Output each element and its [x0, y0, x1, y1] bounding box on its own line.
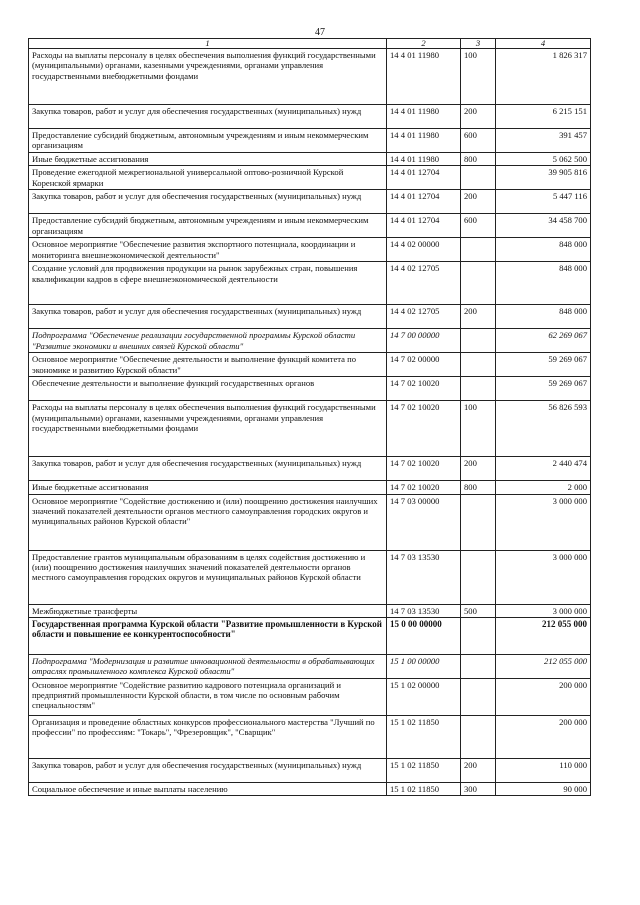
row-amount-cell: 5 447 116 [496, 190, 591, 214]
row-name-cell: Иные бюджетные ассигнования [29, 481, 387, 494]
row-name-cell: Закупка товаров, работ и услуг для обеспечения государственных (муниципальных) нужд [29, 305, 387, 329]
table-row [29, 353, 591, 377]
row-expense-type-cell [461, 329, 496, 353]
table-row [29, 401, 591, 457]
table-row [29, 758, 591, 782]
row-name-cell: Социальное обеспечение и иные выплаты населению [29, 782, 387, 795]
table-row [29, 604, 591, 617]
row-amount-cell: 59 269 067 [496, 353, 591, 377]
row-amount-cell: 2 000 [496, 481, 591, 494]
table-row [29, 550, 591, 604]
row-amount-cell: 5 062 500 [496, 153, 591, 166]
row-expense-type-cell [461, 353, 496, 377]
row-expense-type-cell: 200 [461, 190, 496, 214]
row-code-cell: 14 7 02 10020 [387, 401, 461, 457]
table-row [29, 305, 591, 329]
row-code-cell: 14 4 01 12704 [387, 166, 461, 190]
row-name-cell: Закупка товаров, работ и услуг для обеспечения государственных (муниципальных) нужд [29, 190, 387, 214]
row-amount-cell: 212 055 000 [496, 617, 591, 654]
table-row [29, 457, 591, 481]
row-amount-cell: 3 000 000 [496, 604, 591, 617]
table-row [29, 715, 591, 758]
table-row [29, 49, 591, 105]
row-expense-type-cell: 500 [461, 604, 496, 617]
table-row [29, 190, 591, 214]
row-amount-cell: 2 440 474 [496, 457, 591, 481]
row-code-cell: 14 4 01 11980 [387, 49, 461, 105]
table-row [29, 782, 591, 795]
row-code-cell: 15 1 02 11850 [387, 782, 461, 795]
header-col-2: 2 [387, 39, 461, 49]
row-code-cell: 15 1 02 11850 [387, 715, 461, 758]
row-expense-type-cell [461, 678, 496, 715]
table-row [29, 481, 591, 494]
row-name-cell: Проведение ежегодной межрегиональной универсальной оптово-розничной Курской Коренской ярмарки [29, 166, 387, 190]
row-amount-cell: 1 826 317 [496, 49, 591, 105]
row-expense-type-cell [461, 617, 496, 654]
row-code-cell: 14 7 02 10020 [387, 481, 461, 494]
page-number: 47 [315, 27, 325, 38]
row-expense-type-cell [461, 377, 496, 401]
row-code-cell: 14 4 02 12705 [387, 262, 461, 305]
row-expense-type-cell [461, 494, 496, 550]
row-code-cell: 14 4 02 00000 [387, 238, 461, 262]
row-expense-type-cell [461, 238, 496, 262]
row-amount-cell: 34 458 700 [496, 214, 591, 238]
table-row [29, 166, 591, 190]
row-name-cell: Предоставление субсидий бюджетным, автономным учреждениям и иным некоммерческим организациям [29, 129, 387, 153]
row-amount-cell: 59 269 067 [496, 377, 591, 401]
row-code-cell: 14 4 01 12704 [387, 214, 461, 238]
row-amount-cell: 110 000 [496, 758, 591, 782]
row-code-cell: 14 4 01 12704 [387, 190, 461, 214]
table-row [29, 678, 591, 715]
row-name-cell: Подпрограмма "Обеспечение реализации государственной программы Курской области "Развитие экономики и внешних связей Курской области" [29, 329, 387, 353]
row-expense-type-cell [461, 166, 496, 190]
row-amount-cell: 62 269 067 [496, 329, 591, 353]
row-amount-cell: 212 055 000 [496, 654, 591, 678]
table-row [29, 153, 591, 166]
row-expense-type-cell: 200 [461, 758, 496, 782]
table-row [29, 377, 591, 401]
row-code-cell: 14 7 03 00000 [387, 494, 461, 550]
row-code-cell: 14 7 02 10020 [387, 377, 461, 401]
row-expense-type-cell [461, 262, 496, 305]
table-row [29, 617, 591, 654]
row-code-cell: 14 7 00 00000 [387, 329, 461, 353]
row-amount-cell: 56 826 593 [496, 401, 591, 457]
table-row [29, 105, 591, 129]
table-header-row [29, 39, 591, 49]
row-amount-cell: 3 000 000 [496, 550, 591, 604]
row-expense-type-cell: 100 [461, 49, 496, 105]
row-code-cell: 14 7 03 13530 [387, 550, 461, 604]
row-name-cell: Закупка товаров, работ и услуг для обеспечения государственных (муниципальных) нужд [29, 457, 387, 481]
row-amount-cell: 848 000 [496, 305, 591, 329]
row-code-cell: 14 4 01 11980 [387, 105, 461, 129]
row-name-cell: Создание условий для продвижения продукции на рынок зарубежных стран, повышения квалификации кадров в сфере внешнеэкономической деятельности [29, 262, 387, 305]
row-name-cell: Подпрограмма "Модернизация и развитие инновационной деятельности в обрабатывающих отраслях промышленного комплекса Курской области" [29, 654, 387, 678]
row-name-cell: Основное мероприятие "Обеспечение деятельности и выполнение функций комитета по экономике и развитию Курской области" [29, 353, 387, 377]
row-name-cell: Основное мероприятие "Обеспечение развития экспортного потенциала, координации и мониторинга внешнеэкономической деятельности" [29, 238, 387, 262]
row-expense-type-cell: 100 [461, 401, 496, 457]
table-row [29, 654, 591, 678]
header-col-1: 1 [29, 39, 387, 49]
row-expense-type-cell: 200 [461, 305, 496, 329]
row-expense-type-cell [461, 550, 496, 604]
table-body [29, 49, 591, 796]
row-expense-type-cell: 200 [461, 457, 496, 481]
table-row [29, 494, 591, 550]
header-col-4: 4 [496, 39, 591, 49]
row-expense-type-cell: 600 [461, 129, 496, 153]
row-code-cell: 14 4 01 11980 [387, 129, 461, 153]
budget-table [28, 38, 591, 796]
row-name-cell: Расходы на выплаты персоналу в целях обеспечения выполнения функций государственными (муниципальными) органами, казенными учреждениями, органами управления государственными внебюджетными фондами [29, 401, 387, 457]
row-expense-type-cell: 600 [461, 214, 496, 238]
row-code-cell: 15 1 00 00000 [387, 654, 461, 678]
row-name-cell: Иные бюджетные ассигнования [29, 153, 387, 166]
row-expense-type-cell [461, 715, 496, 758]
row-amount-cell: 200 000 [496, 715, 591, 758]
row-name-cell: Закупка товаров, работ и услуг для обеспечения государственных (муниципальных) нужд [29, 758, 387, 782]
row-code-cell: 14 4 01 11980 [387, 153, 461, 166]
row-amount-cell: 200 000 [496, 678, 591, 715]
table-row [29, 238, 591, 262]
row-expense-type-cell [461, 654, 496, 678]
row-amount-cell: 39 905 816 [496, 166, 591, 190]
table-row [29, 214, 591, 238]
row-name-cell: Основное мероприятие "Содействие развитию кадрового потенциала организаций и предприятий промышленности Курской области, в том числе по основным рабочим специальностям" [29, 678, 387, 715]
row-amount-cell: 6 215 151 [496, 105, 591, 129]
row-name-cell: Обеспечение деятельности и выполнение функций государственных органов [29, 377, 387, 401]
row-code-cell: 15 1 02 11850 [387, 758, 461, 782]
table-row [29, 262, 591, 305]
row-amount-cell: 3 000 000 [496, 494, 591, 550]
table-row [29, 129, 591, 153]
row-expense-type-cell: 800 [461, 481, 496, 494]
row-name-cell: Межбюджетные трансферты [29, 604, 387, 617]
row-name-cell: Предоставление грантов муниципальным образованиям в целях содействия достижению и (или) поощрению достижения наилучших значений показателей деятельности органов местного самоуправления городских округов и муниципальных районов Курской области [29, 550, 387, 604]
row-code-cell: 14 7 03 13530 [387, 604, 461, 617]
row-amount-cell: 391 457 [496, 129, 591, 153]
row-expense-type-cell: 200 [461, 105, 496, 129]
row-expense-type-cell: 800 [461, 153, 496, 166]
row-name-cell: Расходы на выплаты персоналу в целях обеспечения выполнения функций государственными (муниципальными) органами, казенными учреждениями, органами управления государственными внебюджетными фондами [29, 49, 387, 105]
row-code-cell: 14 7 02 00000 [387, 353, 461, 377]
row-amount-cell: 848 000 [496, 238, 591, 262]
row-name-cell: Основное мероприятие "Содействие достижению и (или) поощрению достижения наилучших значений показателей деятельности органов местного самоуправления городских округов и муниципальных районов Курской области" [29, 494, 387, 550]
row-code-cell: 15 0 00 00000 [387, 617, 461, 654]
row-name-cell: Закупка товаров, работ и услуг для обеспечения государственных (муниципальных) нужд [29, 105, 387, 129]
row-amount-cell: 848 000 [496, 262, 591, 305]
row-amount-cell: 90 000 [496, 782, 591, 795]
row-code-cell: 14 4 02 12705 [387, 305, 461, 329]
row-name-cell: Организация и проведение областных конкурсов профессионального мастерства "Лучший по профессии" по профессиям: "Токарь", "Фрезеровщик", "Сварщик" [29, 715, 387, 758]
row-code-cell: 15 1 02 00000 [387, 678, 461, 715]
header-col-3: 3 [461, 39, 496, 49]
row-name-cell: Предоставление субсидий бюджетным, автономным учреждениям и иным некоммерческим организациям [29, 214, 387, 238]
row-name-cell: Государственная программа Курской области "Развитие промышленности в Курской области и повышение ее конкурентоспособности" [29, 617, 387, 654]
row-code-cell: 14 7 02 10020 [387, 457, 461, 481]
table-row [29, 329, 591, 353]
row-expense-type-cell: 300 [461, 782, 496, 795]
